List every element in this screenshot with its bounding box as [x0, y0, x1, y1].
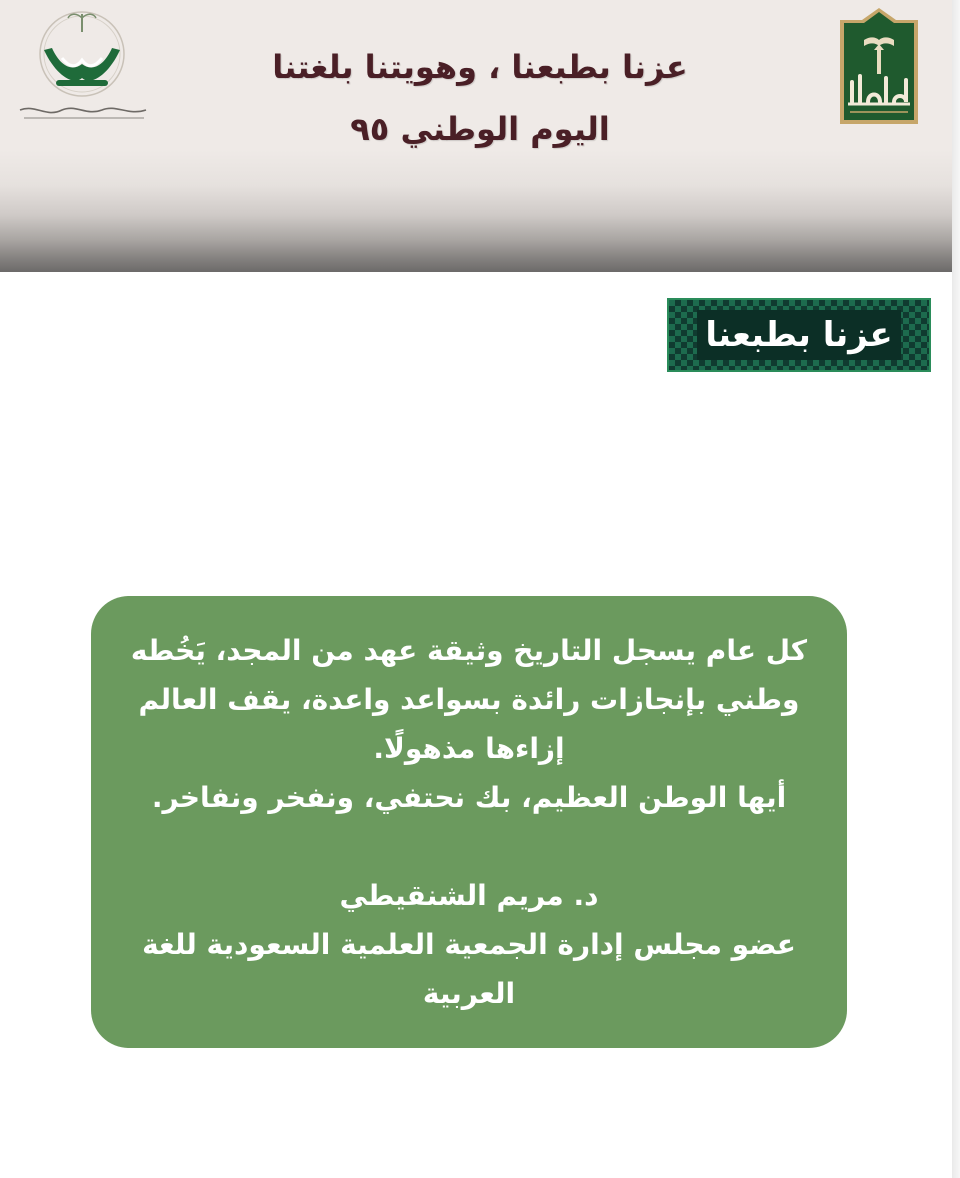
message-author: د. مريم الشنقيطي [339, 879, 599, 912]
message-line: إزاءها مذهولًا. [373, 732, 565, 765]
message-author-role: عضو مجلس إدارة الجمعية العلمية السعودية للغة [142, 928, 796, 961]
message-card [91, 596, 847, 1048]
message-line: كل عام يسجل التاريخ وثيقة عهد من المجد، يَخُطه [130, 634, 807, 667]
society-logo [16, 6, 152, 134]
university-logo [836, 6, 922, 128]
message-line: أيها الوطن العظيم، بك نحتفي، ونفخر ونفاخر. [151, 781, 787, 814]
message-author-role-continued: العربية [422, 977, 516, 1010]
page-title-line1: عزنا بطبعنا ، وهويتنا بلغتنا [272, 48, 688, 86]
message-line: وطني بإنجازات رائدة بسواعد واعدة، يقف العالم [138, 683, 800, 716]
slogan-banner-text: عزنا بطبعنا [705, 315, 893, 355]
slogan-banner [667, 298, 931, 372]
message-spacer [131, 822, 807, 871]
university-logo-icon [836, 6, 922, 128]
page-edge [952, 0, 960, 1178]
society-logo-icon [16, 6, 152, 134]
page-title-line2: اليوم الوطني ٩٥ [350, 110, 610, 148]
header [0, 0, 952, 272]
